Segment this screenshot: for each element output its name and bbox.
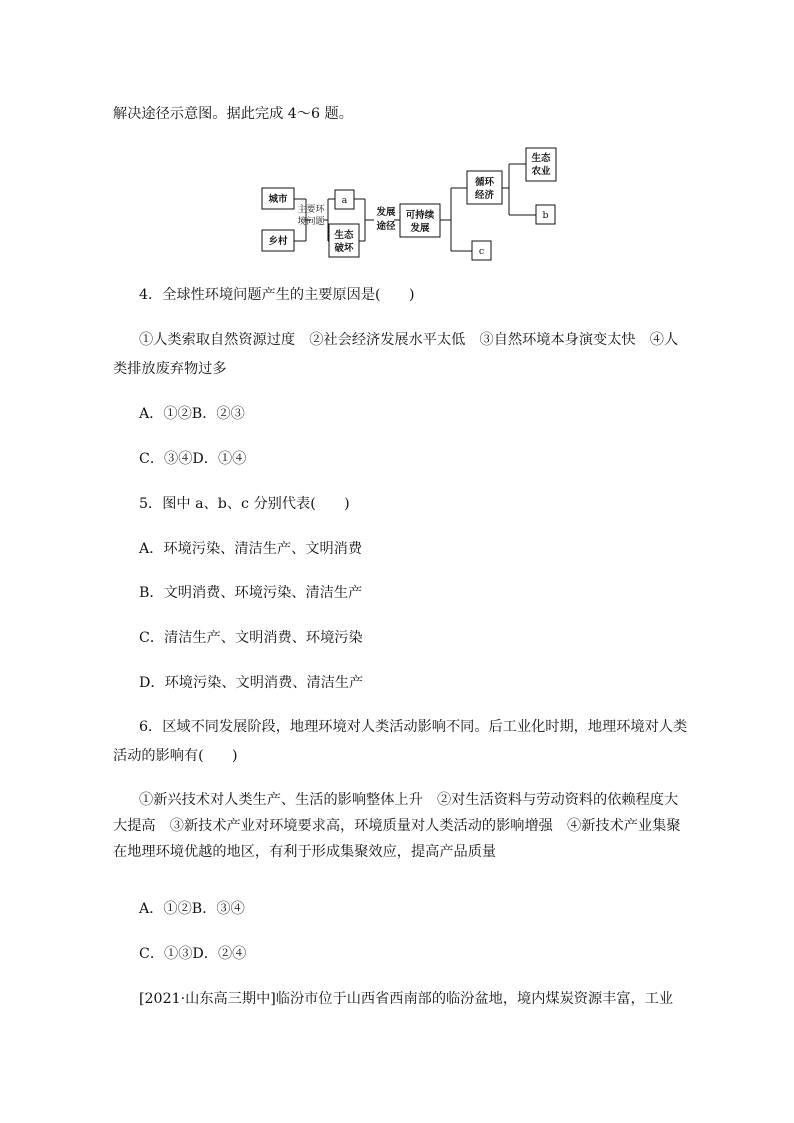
intro-text: 解决途径示意图。据此完成 4～6 题。 bbox=[113, 106, 353, 122]
q6-choice-cd: C．①③D．②④ bbox=[139, 946, 247, 962]
dev-path-label-1: 发展 bbox=[376, 207, 396, 218]
circular-label-1: 循环 bbox=[474, 177, 495, 188]
q5-option-a: A．环境污染、清洁生产、文明消费 bbox=[139, 541, 363, 557]
q6-options: ①新兴技术对人类生产、生活的影响整体上升 ②对生活资料与劳动资料的依赖程度大大提高 ③新技术产业对环境要求高，环境质量对人类活动的影响增强 ④新技术产业集聚在地理环境优越的地区，有利于形成集聚效应，提高产品质量 bbox=[113, 792, 681, 860]
next-material-text: [2021·山东高三期中]临汾市位于山西省西南部的临汾盆地，境内煤炭资源丰富，工业 bbox=[139, 991, 674, 1007]
eco-agri-label-2: 农业 bbox=[531, 166, 551, 177]
b-label: b bbox=[542, 210, 549, 221]
q5-option-b: B．文明消费、环境污染、清洁生产 bbox=[139, 585, 363, 601]
rural-label: 乡村 bbox=[268, 236, 288, 247]
q6-stem-line2: 活动的影响有( ) bbox=[113, 748, 238, 764]
main-problem-label-2: 境问题 bbox=[297, 217, 325, 227]
q4-choice-ab: A．①②B．②③ bbox=[139, 406, 245, 422]
dev-path-label-2: 途径 bbox=[376, 221, 396, 232]
eco-damage-label-1: 生态 bbox=[334, 230, 354, 241]
q5-option-c: C．清洁生产、文明消费、环境污染 bbox=[139, 630, 363, 646]
main-problem-label-1: 主要环 bbox=[297, 205, 325, 215]
q6-choice-ab: A．①②B．③④ bbox=[139, 901, 245, 917]
q6-stem-line1: 6．区域不同发展阶段，地理环境对人类活动影响不同。后工业化时期，地理环境对人类 bbox=[139, 719, 688, 735]
eco-agri-label-1: 生态 bbox=[531, 153, 551, 164]
q5-option-d: D．环境污染、文明消费、清洁生产 bbox=[139, 675, 364, 691]
q5-stem: 5．图中 a、b、c 分别代表( ) bbox=[139, 496, 350, 512]
environment-pathway-diagram bbox=[258, 143, 563, 263]
city-label: 城市 bbox=[268, 194, 288, 205]
eco-damage-label-2: 破坏 bbox=[334, 243, 354, 254]
q4-options-line1: ①人类索取自然资源过度 ②社会经济发展水平太低 ③自然环境本身演变太快 ④人 bbox=[139, 332, 679, 348]
c-label: c bbox=[478, 246, 485, 257]
q4-stem: 4．全球性环境问题产生的主要原因是( ) bbox=[139, 287, 415, 303]
q4-options-line2: 类排放废弃物过多 bbox=[113, 361, 227, 377]
circular-label-2: 经济 bbox=[474, 190, 495, 201]
q4-choice-cd: C．③④D．①④ bbox=[139, 451, 247, 467]
a-label: a bbox=[341, 195, 348, 206]
sustainable-label-1: 可持续 bbox=[405, 210, 435, 221]
sustainable-label-2: 发展 bbox=[410, 223, 430, 234]
